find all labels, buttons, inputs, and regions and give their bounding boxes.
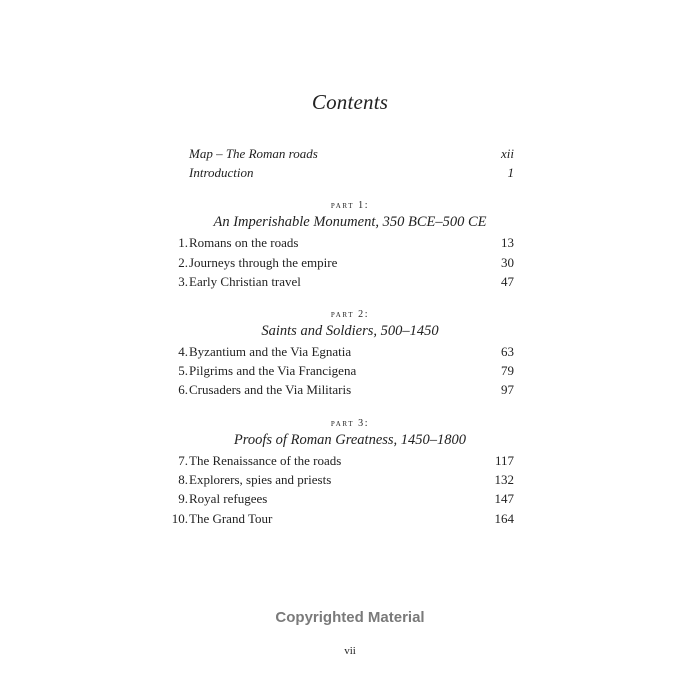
chapter-title: Royal refugees — [189, 491, 268, 506]
chapter-page: 164 — [494, 511, 514, 526]
toc-entry-page: 1 — [507, 165, 514, 180]
toc-chapter-6[interactable] — [168, 381, 514, 399]
part-3-label: part 3: — [330, 418, 370, 429]
chapter-number: 10. — [171, 511, 188, 526]
chapter-number: 4. — [178, 344, 188, 359]
toc-chapter-3[interactable] — [168, 273, 514, 291]
chapter-number: 1. — [178, 235, 188, 250]
chapter-title: Early Christian travel — [189, 274, 301, 289]
part-1-label: part 1: — [330, 200, 370, 211]
toc-entry-page: xii — [501, 146, 514, 161]
page-title: Contents — [311, 90, 389, 114]
toc-chapter-2[interactable] — [168, 254, 514, 272]
chapter-page: 132 — [494, 472, 514, 487]
toc-entry-map[interactable] — [188, 145, 514, 163]
chapter-page: 79 — [501, 363, 514, 378]
chapter-page: 13 — [501, 235, 514, 250]
chapter-title: The Renaissance of the roads — [189, 453, 342, 468]
toc-chapter-4[interactable] — [168, 343, 514, 361]
part-2-title: Saints and Soldiers, 500–1450 — [261, 323, 439, 339]
chapter-page: 117 — [494, 453, 514, 468]
chapter-title: Byzantium and the Via Egnatia — [189, 344, 352, 359]
chapter-number: 3. — [178, 274, 188, 289]
chapter-title: The Grand Tour — [189, 511, 273, 526]
chapter-page: 147 — [494, 491, 514, 506]
chapter-page: 47 — [501, 274, 514, 289]
part-3-title: Proofs of Roman Greatness, 1450–1800 — [233, 432, 467, 448]
copyright-watermark: Copyrighted Material — [275, 609, 425, 626]
part-2-label: part 2: — [330, 309, 370, 320]
toc-entry-title: Introduction — [189, 165, 254, 180]
part-1-title: An Imperishable Monument, 350 BCE–500 CE — [213, 214, 487, 230]
chapter-number: 6. — [178, 382, 188, 397]
toc-chapter-8[interactable] — [168, 471, 514, 489]
chapter-title: Explorers, spies and priests — [189, 472, 332, 487]
toc-chapter-1[interactable] — [168, 234, 514, 252]
chapter-page: 63 — [501, 344, 514, 359]
chapter-number: 5. — [178, 363, 188, 378]
page-number: vii — [344, 645, 356, 657]
chapter-number: 8. — [178, 472, 188, 487]
chapter-page: 30 — [501, 255, 514, 270]
toc-chapter-5[interactable] — [168, 362, 514, 380]
chapter-number: 7. — [178, 453, 188, 468]
chapter-number: 9. — [178, 491, 188, 506]
toc-chapter-10[interactable] — [168, 510, 514, 528]
toc-chapter-9[interactable] — [168, 490, 514, 508]
chapter-number: 2. — [178, 255, 188, 270]
chapter-title: Crusaders and the Via Militaris — [189, 382, 352, 397]
chapter-title: Romans on the roads — [189, 235, 299, 250]
toc-chapter-7[interactable] — [168, 452, 514, 470]
chapter-title: Journeys through the empire — [189, 255, 338, 270]
toc-entry-title: Map – The Roman roads — [189, 146, 318, 161]
toc-entry-introduction[interactable] — [188, 164, 514, 182]
chapter-title: Pilgrims and the Via Francigena — [189, 363, 357, 378]
chapter-page: 97 — [501, 382, 514, 397]
